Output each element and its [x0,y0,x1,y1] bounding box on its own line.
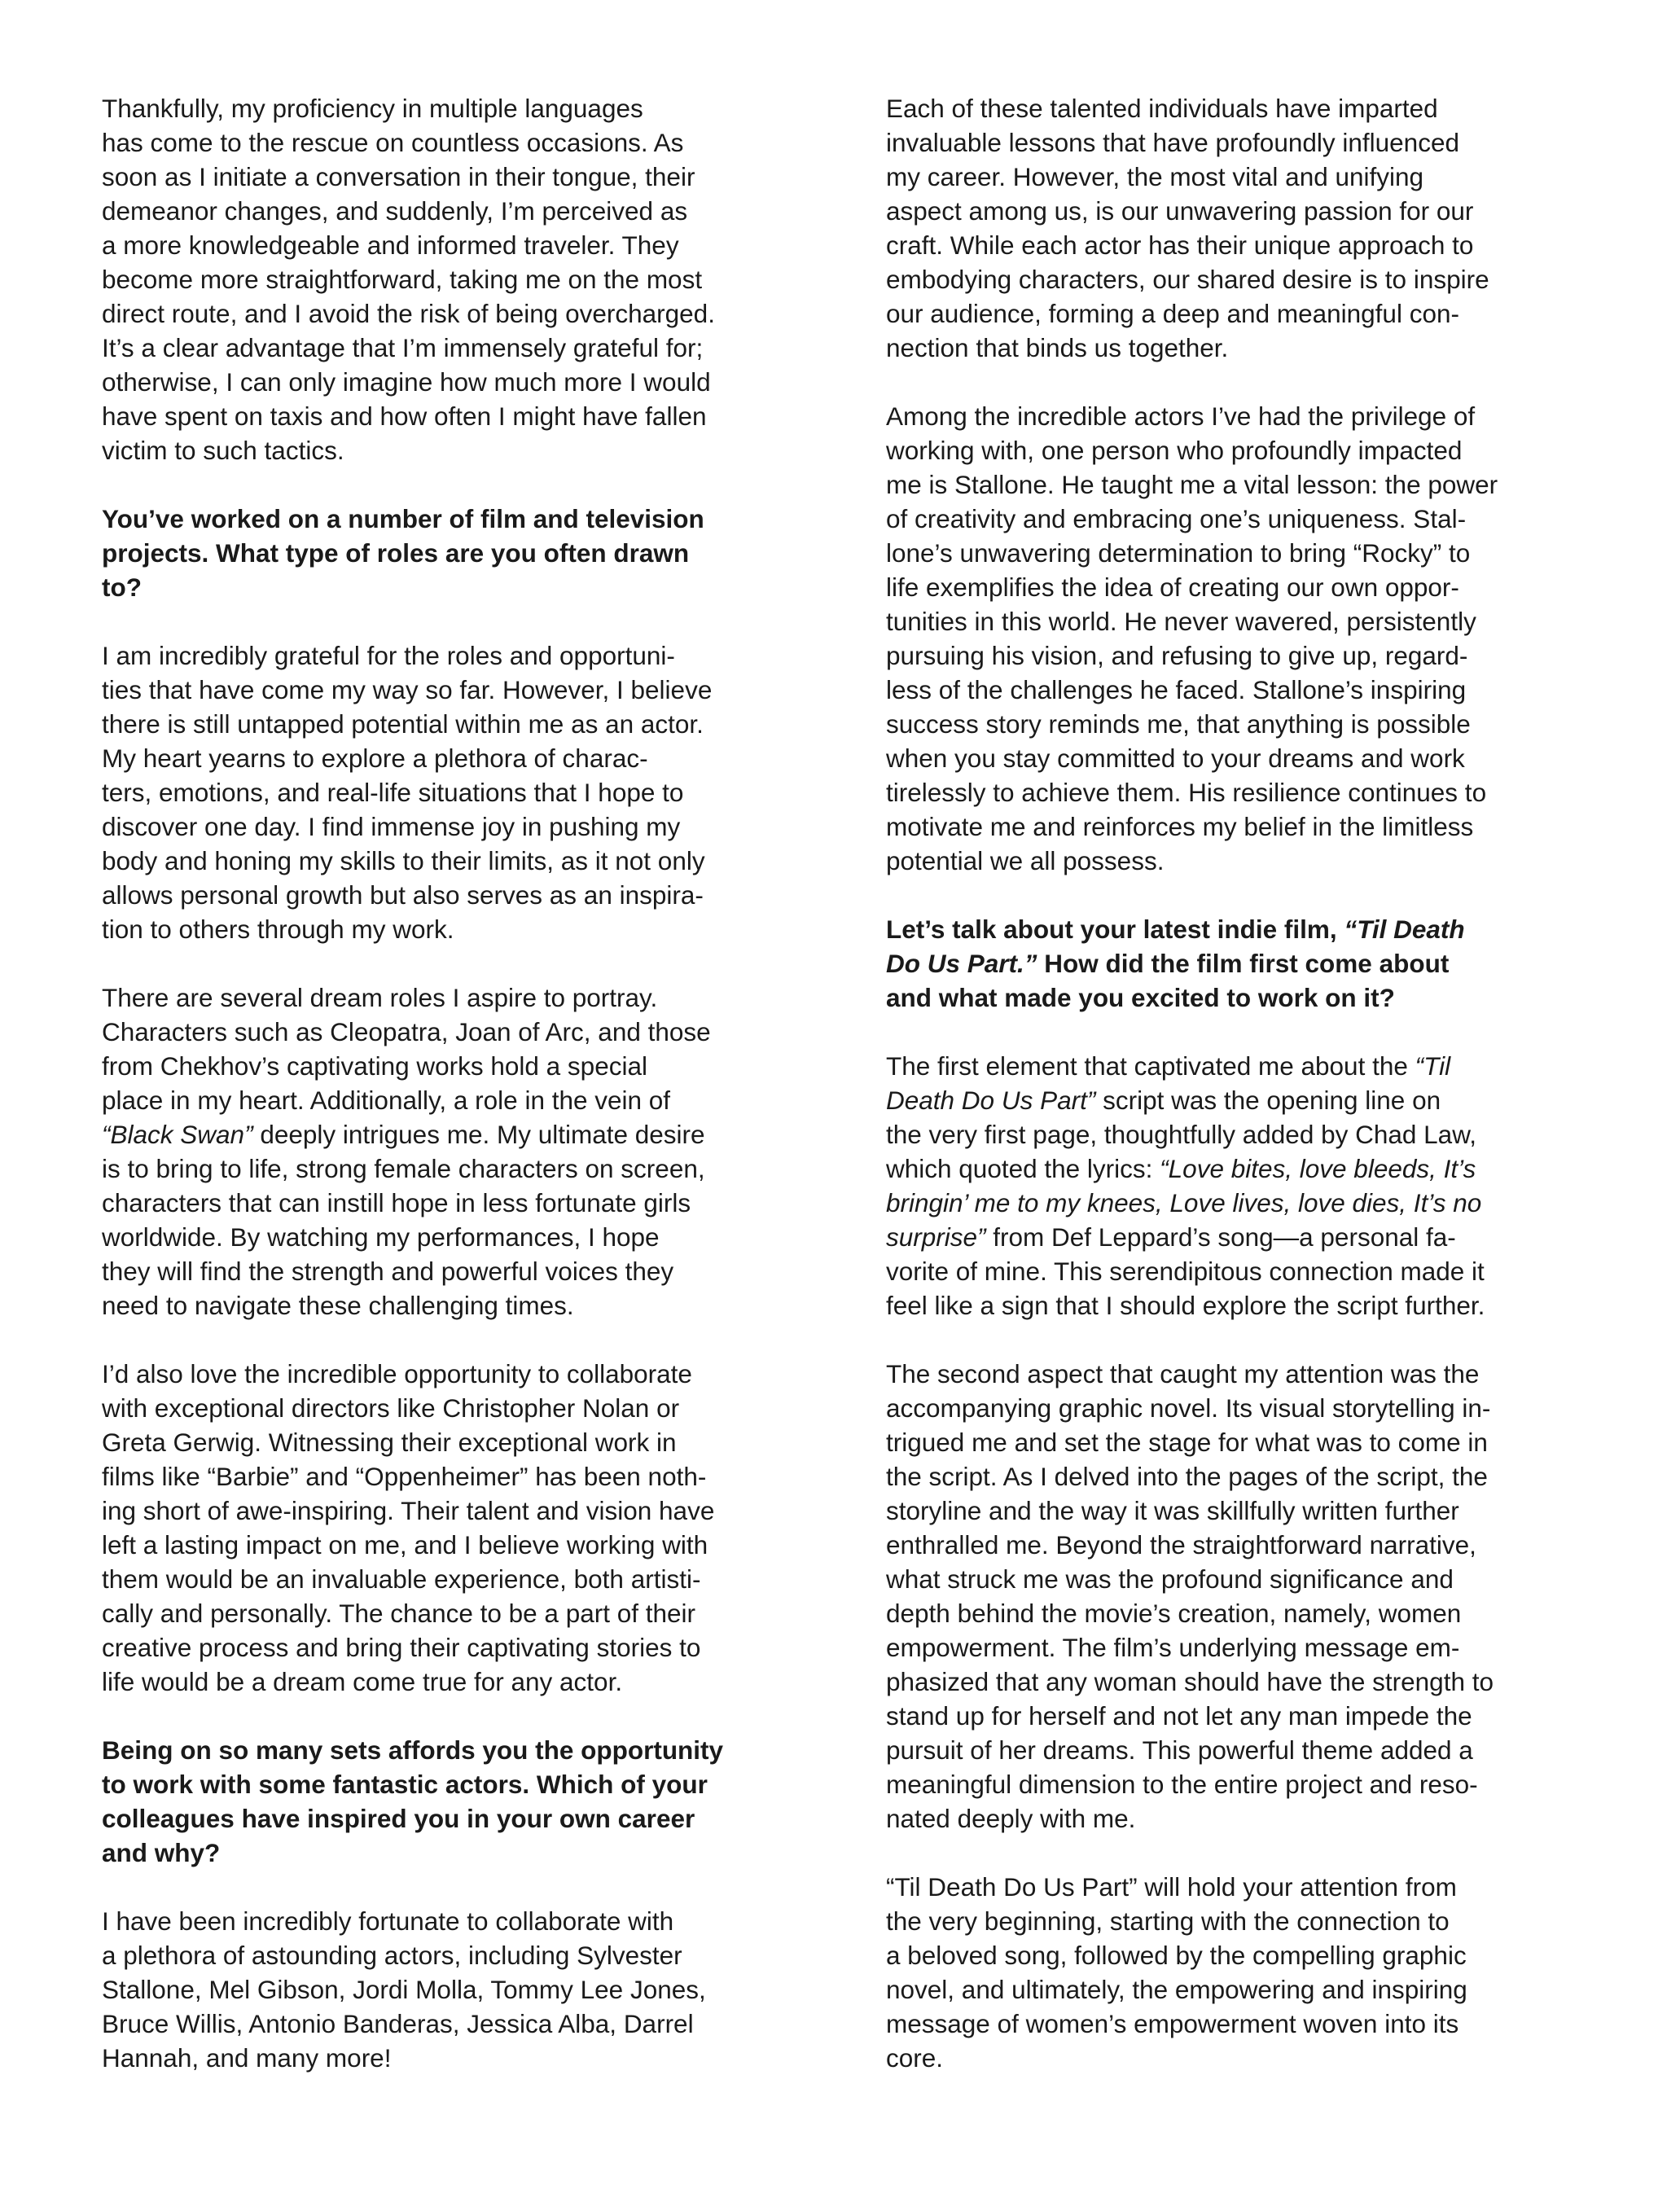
question-colleagues: Being on so many sets affords you the opportunity to work with some fantastic actors. Which of your colleagues have inspired you in your own career and why? [102,1735,724,1867]
dream-roles-text-a: There are several dream roles I aspire to portray. Characters such as Cleopatra, Joan of Arc, and those from Chekhov’s captivating works hold a special place in my heart. Additionally, a role in the vein of [102,983,711,1115]
indie-question-text-a: Let’s talk about your latest indie film, [886,915,1344,944]
paragraph-conclusion: “Til Death Do Us Part” will hold your attention from the very beginning, starting with the connection to a beloved song, followed by the compelling graphic novel, and ultimately, the empowering and inspiring message of women’s empowerment woven into its core. [886,1872,1467,2073]
lyrics-quote: “Love bites, love bleeds, It’s bringin’ me to my knees, Love lives, love dies, It’s no surprise” [886,1154,1482,1252]
question-roles: You’ve worked on a number of film and television projects. What type of roles are you often drawn to? [102,504,704,602]
paragraph-gratitude: I am incredibly grateful for the roles and opportuni- ties that have come my way so far. However, I believe there is still untapped potential within me as an actor. My heart yearns to explore a plethora of charac- ters, emotions, and real-life situations that I hope to discover one day. I find immense joy in pushing my body and honing my skills to their limits, as it not only allows personal growth but also serves as an inspira- tion to others through my work. [102,641,713,944]
first-element-text-a: The first element that captivated me about the [886,1051,1415,1081]
film-title-em-2: “Til Death Do Us Part” [886,1051,1451,1115]
right-column [886,91,1580,2075]
paragraph-stallone: Among the incredible actors I’ve had the privilege of working with, one person who profoundly impacted me is Stallone. He taught me a vital lesson: the power of creativity and embracing one’s uniqueness. Stal- lone’s unwavering determination to bring “Rocky” to life exemplifies the idea of creating our own oppor- tunities in this world. He never wavered, persistently pursuing his vision, and refusing to give up, regard- less of the challenges he faced. Stallone’s inspiring success story reminds me, that anything is possible when you stay committed to your dreams and work tirelessly to achieve them. His resilience continues to motivate me and reinforces my belief in the limitless potential we all possess. [886,401,1498,875]
paragraph-directors: I’d also love the incredible opportunity to collaborate with exceptional directors like Christopher Nolan or Greta Gerwig. Witnessing their exceptional work in films like “Barbie” and “Oppenheimer” has been noth- ing short of awe-inspiring. Their talent and vision have left a lasting impact on me, and I believe working with them would be an invaluable experience, both artisti- cally and personally. The chance to be a part of their creative process and bring their captivating stories to life would be a dream come true for any actor. [102,1359,715,1696]
paragraph-first-element [886,1049,1580,1323]
paragraph-actors-list: I have been incredibly fortunate to collaborate with a plethora of astounding actors, including Sylvester Stallone, Mel Gibson, Jordi Molla, Tommy Lee Jones, Bruce Willis, Antonio Banderas, Jessica Alba, Darrel Hannah, and many more! [102,1906,706,2073]
indie-question-text-b: How did the film first come about and what made you excited to work on it? [886,949,1450,1012]
dream-roles-text-b: deeply intrigues me. My ultimate desire is to bring to life, strong female characters on screen, characters that can instill hope in less fortunate girls worldwide. By watching my performances, I hope they will find the strength and powerful voices they need to navigate these challenging times. [102,1120,705,1320]
paragraph-lessons: Each of these talented individuals have imparted invaluable lessons that have profoundly influenced my career. However, the most vital and unifying aspect among us, is our unwavering passion for our craft. While each actor has their unique approach to embodying characters, our shared desire is to inspire our audience, forming a deep and meaningful con- nection that binds us together. [886,94,1489,362]
first-element-text-c: from Def Leppard’s song—a personal fa- vorite of mine. This serendipitous connection made it feel like a sign that I should explore the script further. [886,1222,1485,1320]
first-element-text-b: script was the opening line on the very first page, thoughtfully added by Chad Law, which quoted the lyrics: [886,1086,1476,1183]
paragraph-languages: Thankfully, my proficiency in multiple languages has come to the rescue on countless occasions. As soon as I initiate a conversation in their tongue, their demeanor changes, and suddenly, I’m perceived as a more knowledgeable and informed traveler. They become more straightforward, taking me on the most direct route, and I avoid the risk of being overcharged. It’s a clear advantage that I’m immensely grateful for; otherwise, I can only imagine how much more I would have spent on taxis and how often I might have fallen victim to such tactics. [102,94,715,465]
paragraph-graphic-novel: The second aspect that caught my attention was the accompanying graphic novel. Its visual storytelling in- trigued me and set the stage for what was to come in the script. As I delved into the pages of the script, the storyline and the way it was skillfully written further enthralled me. Beyond the straightforward narrative, what struck me was the profound significance and depth behind the movie’s creation, namely, women empowerment. The film’s underlying message em- phasized that any woman should have the strength to stand up for herself and not let any man impede the pursuit of her dreams. This powerful theme added a meaningful dimension to the entire project and reso- nated deeply with me. [886,1359,1494,1833]
left-column [102,91,796,2075]
question-indie-film [886,912,1580,1015]
film-title-em: “Til Death Do Us Part.” [886,915,1465,978]
black-swan-title: “Black Swan” [102,1120,253,1149]
paragraph-dream-roles [102,980,796,1323]
